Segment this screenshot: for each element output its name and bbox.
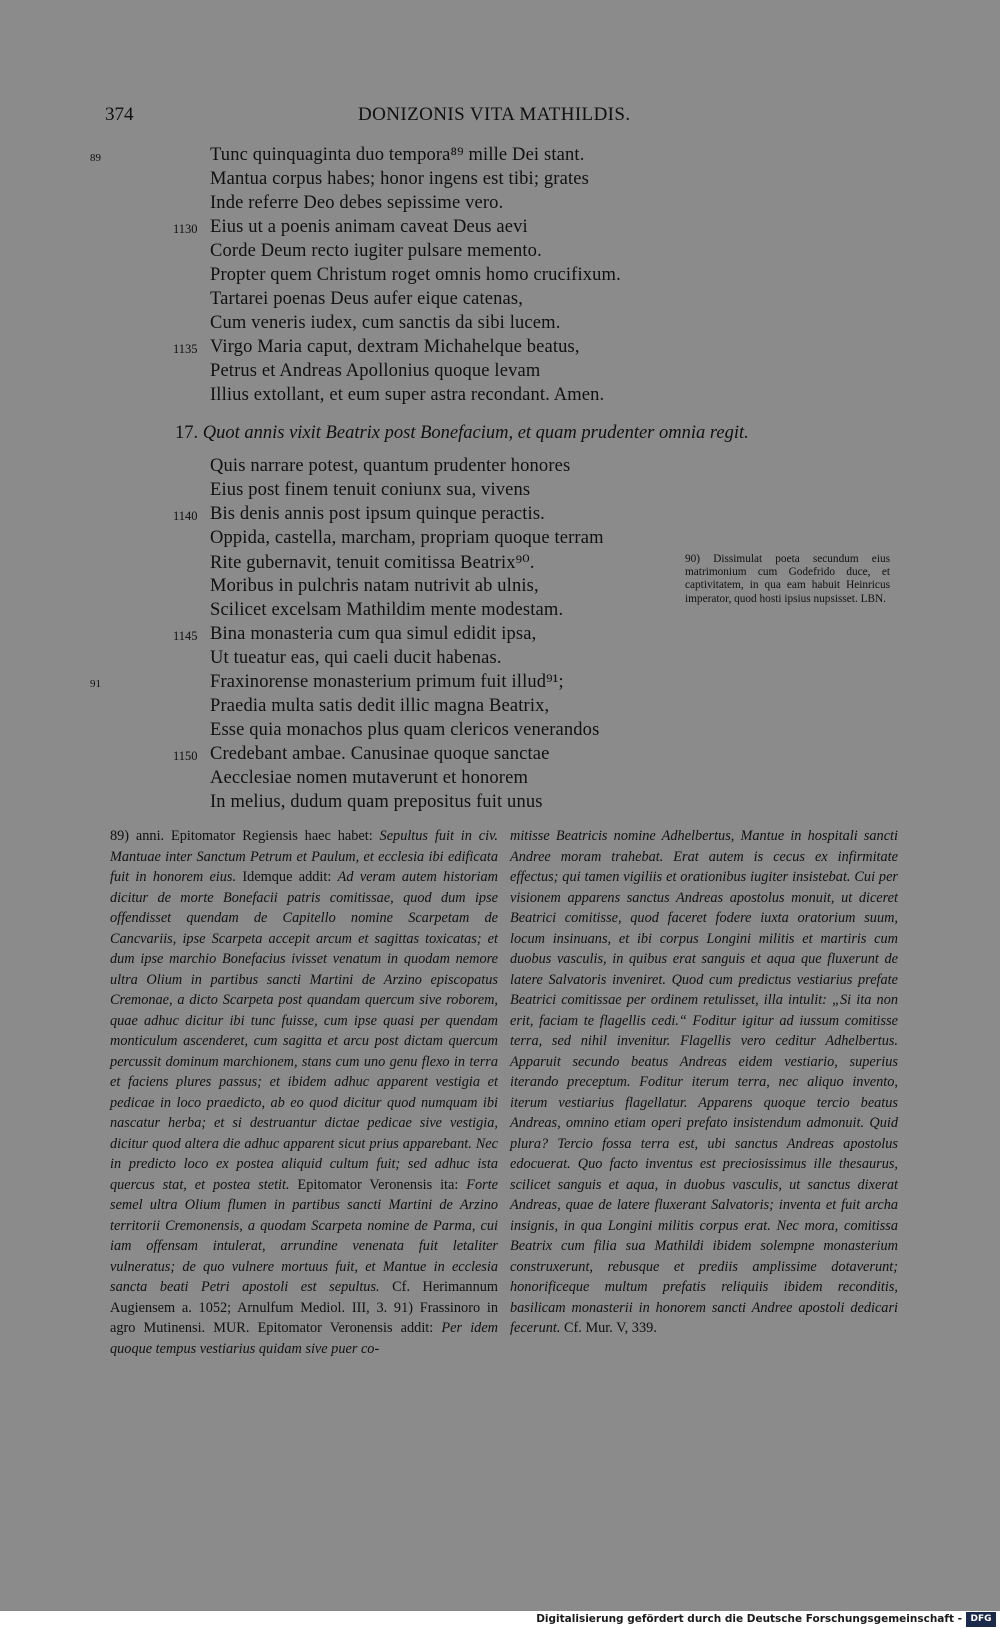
verse-line: Petrus et Andreas Apollonius quoque levam bbox=[210, 361, 541, 381]
footer-bar bbox=[0, 1611, 1000, 1629]
verse-line: Eius post finem tenuit coniunx sua, vivens bbox=[210, 480, 531, 500]
verse-line: Bina monasteria cum qua simul edidit ipsa, bbox=[210, 624, 537, 644]
verse-number: 1130 bbox=[173, 222, 198, 236]
verse-number: 1150 bbox=[173, 749, 198, 763]
page-number: 374 bbox=[105, 104, 134, 125]
side-note-90: 90) Dissimulat poeta secundum eius matrimonium cum Godefrido duce, et captivitatem, in qua eam habuit Heinricus imperator, quod hosti ipsius nupsisset. LBN. bbox=[685, 553, 890, 605]
verse-line: Oppida, castella, marcham, propriam quoque terram bbox=[210, 528, 604, 548]
verse-line: Eius ut a poenis animam caveat Deus aevi bbox=[210, 217, 528, 237]
verse-line: Corde Deum recto iugiter pulsare memento. bbox=[210, 241, 542, 261]
verse-line: Mantua corpus habes; honor ingens est tibi; grates bbox=[210, 169, 589, 189]
verse-line: Virgo Maria caput, dextram Michahelque beatus, bbox=[210, 337, 580, 357]
chapter-title: Quot annis vixit Beatrix post Bonefacium, et quam prudenter omnia regit. bbox=[202, 423, 749, 443]
verse-line: Bis denis annis post ipsum quinque peractis. bbox=[210, 504, 545, 524]
verse-line: Fraxinorense monasterium primum fuit illud⁹¹; bbox=[210, 672, 564, 692]
verse-line: Esse quia monachos plus quam clericos venerandos bbox=[210, 720, 600, 740]
dfg-logo-icon: DFG bbox=[966, 1612, 996, 1627]
chapter-heading bbox=[175, 423, 749, 444]
verse-number: 1135 bbox=[173, 342, 198, 356]
running-title: DONIZONIS VITA MATHILDIS. bbox=[358, 104, 631, 125]
verse-line: Tunc quinquaginta duo tempora⁸⁹ mille Dei stant. bbox=[210, 145, 585, 165]
verse-line: Aecclesiae nomen mutaverunt et honorem bbox=[210, 768, 529, 788]
verse-line: Propter quem Christum roget omnis homo crucifixum. bbox=[210, 265, 621, 285]
funding-credit: Digitalisierung gefördert durch die Deutsche Forschungsgemeinschaft - bbox=[536, 1613, 962, 1625]
verse-line: Tartarei poenas Deus aufer eique catenas, bbox=[210, 289, 524, 309]
verse-line: Rite gubernavit, tenuit comitissa Beatrix⁹⁰. bbox=[210, 553, 535, 573]
verse-line: Ut tueatur eas, qui caeli ducit habenas. bbox=[210, 648, 502, 668]
verse-number: 1140 bbox=[173, 509, 198, 523]
verse-line: Inde referre Deo debes sepissime vero. bbox=[210, 193, 504, 213]
verse-line: Quis narrare potest, quantum prudenter honores bbox=[210, 456, 571, 476]
verse-line: Illius extollant, et eum super astra recondant. Amen. bbox=[210, 385, 605, 405]
verse-number: 1145 bbox=[173, 629, 198, 643]
verse-line: Cum veneris iudex, cum sanctis da sibi lucem. bbox=[210, 313, 561, 333]
footnotes-right-column: mitisse Beatricis nomine Adhelbertus, Mantue in hospitali sancti Andree moram trahebat. Erat autem is cecus ex infirmitate effectus; qui tamen vigiliis et orationibus iugiter insistebat. Cui per visionem apparens sanctus Andreas apostolus monuit, ut diceret Beatrici comitisse, quod faceret fodere iuxta oratorium suum, locum insinuans, et ibi corpus Longini militis et martiris cum duobus vasculis, in quibus erat sanguis et aqua que fluxerunt de latere Salvatoris inveniret. Quod cum predictus vestiarius prefate Beatrici comitissae per ordinem retulisset, illa intulit: „Si ita non erit, faciam te flagellis cedi.“ Foditur igitur ad iussum comitisse terra, sed nihil invenitur. Flagellis vero ceditur Adhelbertus. Apparuit secundo beatus Andreas eidem vestiario, superius iterando preceptum. Foditur iterum terra, nec aliquo invento, iterum vestiarius flagellatur. Apparens quoque tercio beatus Andreas, omnino etiam operi prefato insistendum admonuit. Quid plura? Tercio fossa terra est, ubi sanctus Andreas apostolus edocuerat. Quo facto inventus est preciosissimus ille thesaurus, scilicet sanguis et aqua, in duobus vasculis, ut sanctus dixerat Andreas, quae de latere fluxerant Salvatoris; inventa et fuit archa insignis, in qua Longini militis corpus erat. Nec mora, comitissa Beatrix cum filia sua Mathildi ibidem solempne monasterium construxerunt, rebusque et prediis amplissime dotaverunt; honorificeque multum prefatis reliquiis ibidem reconditis, basilicam monasterii in honorem sancti Andree apostoli dedicari fecerunt. Cf. Mur. V, 339. bbox=[510, 828, 898, 1336]
verse-line: In melius, dudum quam prepositus fuit unus bbox=[210, 792, 543, 812]
chapter-number: 17. bbox=[175, 423, 199, 443]
margin-note-91: 91 bbox=[90, 678, 101, 690]
footnotes-left-column: 89) anni. Epitomator Regiensis haec habet: Sepultus fuit in civ. Mantuae inter Sanctum Petrum et Paulum, et ecclesia ibi edificata fuit in honorem eius. Idemque addit: Ad veram autem historiam dicitur de morte Bonefacii patris comitissae, quod dum ipse offendisset quendam de Capitello nomine Scarpetam de Cancvariis, ipse Scarpeta accepit arcum et sagittas toxicatas; et dum ipse marchio Bonefacius ivisset venatum in quodam nemore ultra Olium in partibus sancti Martini de Arzino episcopatus Cremonae, a dicto Scarpeta post quandam quercum sive roborem, quae adhuc dicitur ibi tunc fuisse, cum ipse quasi per quendam monticulum ascenderet, cum sagitta et arcu post dictam quercum percussit dominum marchionem, stans cum uno genu flexo in terra et faciens plures passus; et ibidem adhuc apparent vestigia et pedicae in loco praedicto, ab eo quod dicitur quod numquam ibi nascatur herba; et si destruantur dictae pedicae sive vestigia, dicitur quod altera die adhuc apparent sicut prius apparebant. Nec in predicto loco ex postea aliquid cultum fuit; sed adhuc ista quercus stat, et postea stetit. Epitomator Veronensis ita: Forte semel ultra Olium flumen in partibus sancti Martini de Arzino territorii Cremonensis, a quodam Scarpeta nomine de Parma, cui iam offensam intulerat, arrundine venenata fuit letaliter vulneratus; de quo vulnere mortuus fuit, et Mantue in ecclesia sancta beati Petri apostoli est sepultus. Cf. Herimannum Augiensem a. 1052; Arnulfum Mediol. III, 3. 91) Frassinoro in agro Mutinensi. MUR. Epitomator Veronensis addit: Per idem quoque tempus vestiarius quidam sive puer co- bbox=[110, 828, 498, 1357]
verse-line: Scilicet excelsam Mathildim mente modestam. bbox=[210, 600, 564, 620]
margin-note-89: 89 bbox=[90, 152, 101, 164]
verse-line: Praedia multa satis dedit illic magna Beatrix, bbox=[210, 696, 550, 716]
verse-line: Moribus in pulchris natam nutrivit ab ulnis, bbox=[210, 576, 539, 596]
verse-line: Credebant ambae. Canusinae quoque sanctae bbox=[210, 744, 550, 764]
